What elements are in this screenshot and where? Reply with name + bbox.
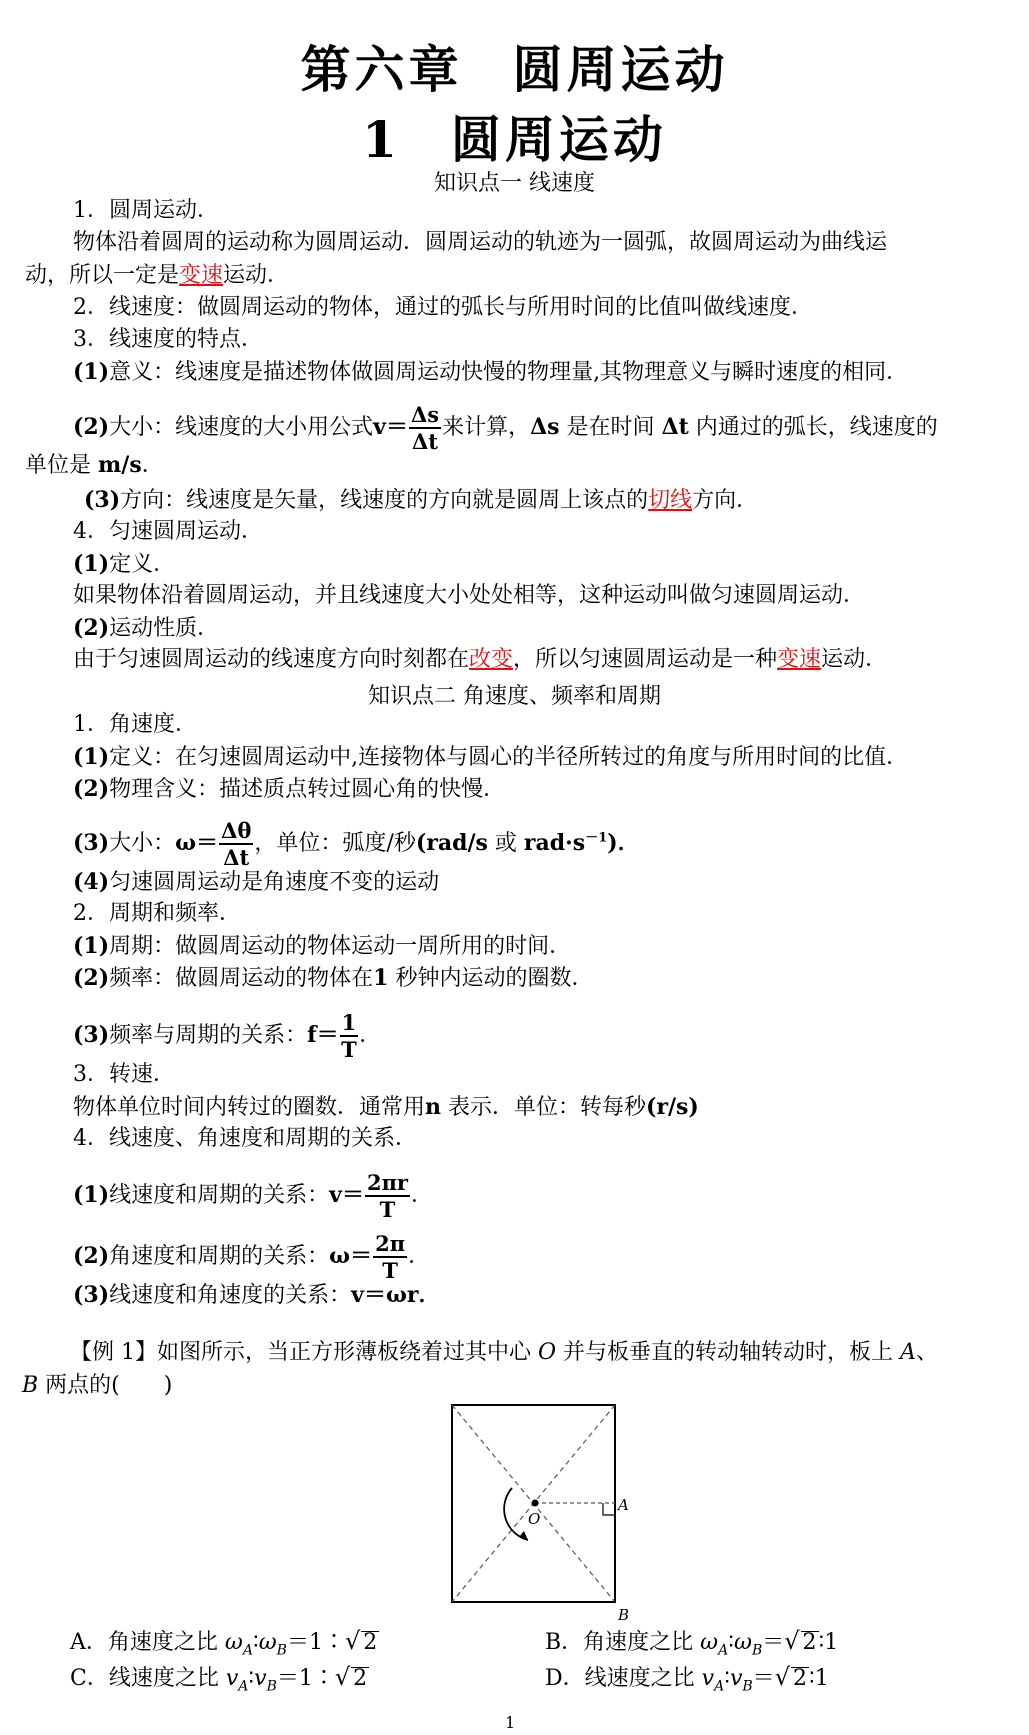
- formula-lhs: v＝: [329, 1182, 364, 1208]
- kp2-line: [73, 868, 439, 897]
- denominator: Δt: [223, 845, 250, 870]
- label-O: O: [528, 1510, 541, 1528]
- text: ∶: [728, 1630, 734, 1655]
- numerator: 1: [341, 1010, 357, 1035]
- text: 方向．: [692, 488, 759, 513]
- item-number: (1): [73, 551, 110, 577]
- text: 大小：线速度的大小用公式: [109, 415, 374, 440]
- text: 物理含义：描述质点转过圆心角的快慢．: [109, 777, 506, 802]
- text: ＝1∶: [276, 1666, 335, 1691]
- symbol: v: [254, 1666, 267, 1691]
- kp2-line: [73, 775, 505, 804]
- option-d[interactable]: [545, 1661, 829, 1694]
- symbol: Δt: [661, 414, 689, 440]
- kp1-heading: 知识点一 线速度: [434, 171, 595, 196]
- kp1-line: 2．线速度：做圆周运动的物体，通过的弧长与所用时间的比值叫做线速度．: [73, 295, 813, 320]
- sqrt-sign: √: [344, 1627, 361, 1655]
- unit: (r/s): [646, 1094, 699, 1120]
- text: ，所以匀速圆周运动是一种: [513, 647, 778, 672]
- kp2-heading: 知识点二 角速度、频率和周期: [368, 684, 661, 709]
- option-label: C．线速度之比: [70, 1666, 226, 1691]
- formula-lhs: ω＝: [329, 1243, 373, 1269]
- text: ．: [141, 453, 164, 478]
- subscript: A: [238, 1678, 249, 1695]
- text: ＝: [752, 1666, 775, 1691]
- radicand: 2: [353, 1666, 368, 1691]
- highlight-text: 变速: [179, 263, 224, 288]
- formula-lhs: v＝: [373, 414, 408, 440]
- text: ．: [359, 1023, 382, 1048]
- item-number: (3): [84, 487, 121, 513]
- text: 秒钟内运动的圈数．: [388, 966, 594, 991]
- item-number: (2): [73, 615, 110, 641]
- kp2-line: 2．周期和频率．: [73, 901, 241, 926]
- numerator: 2π: [375, 1231, 406, 1256]
- item-number: (3): [73, 1022, 110, 1048]
- chapter-number: 第六章: [300, 40, 463, 99]
- fraction: [409, 404, 441, 452]
- section-number: 1: [362, 110, 401, 169]
- kp2-line: [73, 964, 593, 993]
- kp2-line: 4．线速度、角速度和周期的关系．: [73, 1126, 417, 1151]
- kp1-line: 4．匀速圆周运动．: [73, 519, 263, 544]
- kp2-line: [73, 932, 571, 961]
- denominator: T: [382, 1258, 398, 1283]
- kp2-line: 1．角速度．: [73, 712, 197, 737]
- kp2-line: [73, 1172, 433, 1220]
- highlight-text: 切线: [648, 488, 693, 513]
- text: 大小：: [109, 831, 176, 856]
- kp1-line: [25, 262, 289, 290]
- denominator: Δt: [412, 429, 439, 454]
- text: 线速度和角速度的关系：: [109, 1283, 352, 1308]
- example-question: [70, 1339, 938, 1367]
- kp1-line: [73, 404, 938, 452]
- fraction: [219, 820, 253, 868]
- kp1-line: [73, 550, 175, 579]
- fraction: [365, 1172, 410, 1220]
- item-number: (1): [73, 744, 110, 770]
- formula-lhs: f＝: [307, 1022, 339, 1048]
- subscript: B: [751, 1642, 763, 1659]
- subscript: A: [718, 1642, 729, 1659]
- label-A: A: [618, 1496, 629, 1514]
- text: ＝: [762, 1630, 785, 1655]
- item-number: (4): [73, 869, 110, 895]
- text: ∶1: [818, 1630, 839, 1655]
- superscript: －1: [585, 830, 608, 846]
- text: ∶: [252, 1630, 259, 1655]
- highlight-text: 改变: [469, 647, 514, 672]
- kp1-line: [73, 358, 908, 387]
- kp1-line: 如果物体沿着圆周运动，并且线速度大小处处相等，这种运动叫做匀速圆周运动．: [73, 583, 866, 608]
- denominator: T: [341, 1037, 357, 1062]
- text: 意义：线速度是描述物体做圆周运动快慢的物理量,其物理意义与瞬时速度的相同．: [109, 360, 909, 385]
- kp1-line: [25, 451, 164, 480]
- fraction: [340, 1012, 359, 1060]
- formula: v＝ωr．: [351, 1282, 441, 1308]
- fraction: [373, 1233, 407, 1281]
- symbol: v: [729, 1666, 743, 1691]
- text: 运动．: [821, 647, 888, 672]
- kp2-line: [73, 1012, 381, 1060]
- highlight-text: 变速: [777, 647, 822, 672]
- text: 并与板垂直的转动轴转动时，板上: [556, 1340, 901, 1365]
- sqrt-sign: √: [784, 1627, 800, 1655]
- text: ，单位：弧度/秒: [254, 831, 416, 856]
- symbol: v: [701, 1666, 715, 1691]
- radicand: 2: [363, 1630, 378, 1655]
- sqrt-sign: √: [774, 1663, 790, 1691]
- kp2-line: [73, 820, 640, 868]
- symbol: ω: [258, 1630, 277, 1655]
- option-label: B．角速度之比: [545, 1630, 701, 1655]
- text: 来计算，: [442, 415, 531, 440]
- text: 线速度和周期的关系：: [109, 1183, 330, 1208]
- text: )．: [607, 830, 640, 856]
- kp2-line: [73, 1093, 699, 1122]
- kp1-line: 3．线速度的特点．: [73, 327, 263, 352]
- text: 或: [487, 831, 524, 856]
- symbol: v: [225, 1666, 239, 1691]
- numerator: Δs: [410, 402, 440, 427]
- kp2-line: [73, 743, 908, 772]
- symbol: B: [22, 1373, 39, 1398]
- section-name: 圆周运动: [450, 110, 667, 169]
- item-number: (1): [73, 933, 110, 959]
- subscript: B: [276, 1642, 287, 1659]
- text: 定义：在匀速圆周运动中,连接物体与圆心的半径所转过的角度与所用时间的比值．: [109, 745, 909, 770]
- text: 两点的( ): [38, 1373, 173, 1398]
- item-number: (2): [73, 965, 110, 991]
- text: 周期：做圆周运动的物体运动一周所用的时间．: [109, 934, 572, 959]
- subscript: B: [742, 1678, 753, 1695]
- numerator: Δθ: [221, 818, 252, 843]
- text: 定义．: [109, 552, 176, 577]
- text: 内通过的弧长，线速度的: [688, 415, 938, 440]
- kp1-line: 1．圆周运动．: [73, 198, 219, 223]
- text: 、: [915, 1340, 938, 1365]
- kp2-line: [73, 1281, 440, 1310]
- text: 动，所以一定是: [25, 263, 180, 288]
- option-c[interactable]: [70, 1661, 369, 1694]
- text: 频率：做圆周运动的物体在: [109, 966, 374, 991]
- text: ∶: [248, 1666, 255, 1691]
- symbol: O: [538, 1340, 557, 1365]
- example-question: [22, 1372, 172, 1400]
- numerator: 2πr: [366, 1170, 408, 1195]
- text: 单位是: [25, 453, 98, 478]
- text: 频率与周期的关系：: [109, 1023, 308, 1048]
- kp1-line: [73, 614, 219, 643]
- subscript: A: [714, 1678, 725, 1695]
- chapter-title: [0, 30, 1029, 102]
- square-plate-figure: [440, 1400, 630, 1630]
- item-number: (1): [73, 1182, 110, 1208]
- text: ∶1: [808, 1666, 829, 1691]
- text: 表示．单位：转每秒: [441, 1095, 647, 1120]
- section-title: [0, 100, 1029, 172]
- text: 【例 1】如图所示，当正方形薄板绕着过其中心: [70, 1340, 538, 1365]
- symbol: ω: [224, 1630, 243, 1655]
- text: 是在时间: [559, 415, 662, 440]
- kp2-line: 3．转速．: [73, 1062, 175, 1087]
- unit: (rad/s: [415, 830, 488, 856]
- text: 方向：线速度是矢量，线速度的方向就是圆周上该点的: [120, 488, 649, 513]
- option-label: D．线速度之比: [545, 1666, 702, 1691]
- symbol: n: [425, 1094, 442, 1120]
- center-point: [532, 1500, 539, 1507]
- item-number: (2): [73, 1243, 110, 1269]
- kp1-line: 物体沿着圆周的运动称为圆周运动．圆周运动的轨迹为一圆弧，故圆周运动为曲线运: [73, 230, 888, 255]
- sqrt-sign: √: [334, 1663, 351, 1691]
- unit: rad·s: [523, 830, 586, 856]
- item-number: (2): [73, 776, 110, 802]
- item-number: (3): [73, 1282, 110, 1308]
- unit: m/s: [98, 452, 142, 478]
- kp2-line: [73, 1233, 430, 1281]
- symbol: A: [900, 1340, 916, 1365]
- subscript: A: [242, 1642, 253, 1659]
- chapter-name: 圆周运动: [512, 40, 729, 99]
- option-b[interactable]: [545, 1625, 838, 1658]
- kp1-line: [73, 646, 887, 674]
- text: 由于匀速圆周运动的线速度方向时刻都在: [73, 647, 470, 672]
- text: 运动性质．: [109, 616, 220, 641]
- symbol: ω: [733, 1630, 752, 1655]
- radicand: 2: [792, 1666, 807, 1691]
- text: ．: [411, 1183, 434, 1208]
- subscript: B: [266, 1678, 277, 1695]
- symbol: ω: [700, 1630, 719, 1655]
- text: ＝1∶: [286, 1630, 345, 1655]
- item-number: (3): [73, 830, 110, 856]
- item-number: (2): [73, 414, 110, 440]
- number: 1: [373, 965, 389, 991]
- text: 物体单位时间内转过的圈数．通常用: [73, 1095, 426, 1120]
- item-number: (1): [73, 359, 110, 385]
- text: ．: [408, 1244, 431, 1269]
- denominator: T: [379, 1197, 396, 1222]
- text: 运动．: [223, 263, 290, 288]
- text: 匀速圆周运动是角速度不变的运动: [109, 870, 440, 895]
- formula-lhs: ω＝: [175, 830, 219, 856]
- right-angle-mark: [603, 1503, 615, 1515]
- option-a[interactable]: [70, 1625, 379, 1658]
- text: ∶: [724, 1666, 730, 1691]
- radicand: 2: [802, 1630, 817, 1655]
- option-label: A．角速度之比: [70, 1630, 225, 1655]
- page-number: 1: [505, 1713, 516, 1732]
- label-B: B: [618, 1606, 630, 1624]
- symbol: Δs: [530, 414, 560, 440]
- text: 角速度和周期的关系：: [109, 1244, 330, 1269]
- kp1-line: [84, 486, 758, 515]
